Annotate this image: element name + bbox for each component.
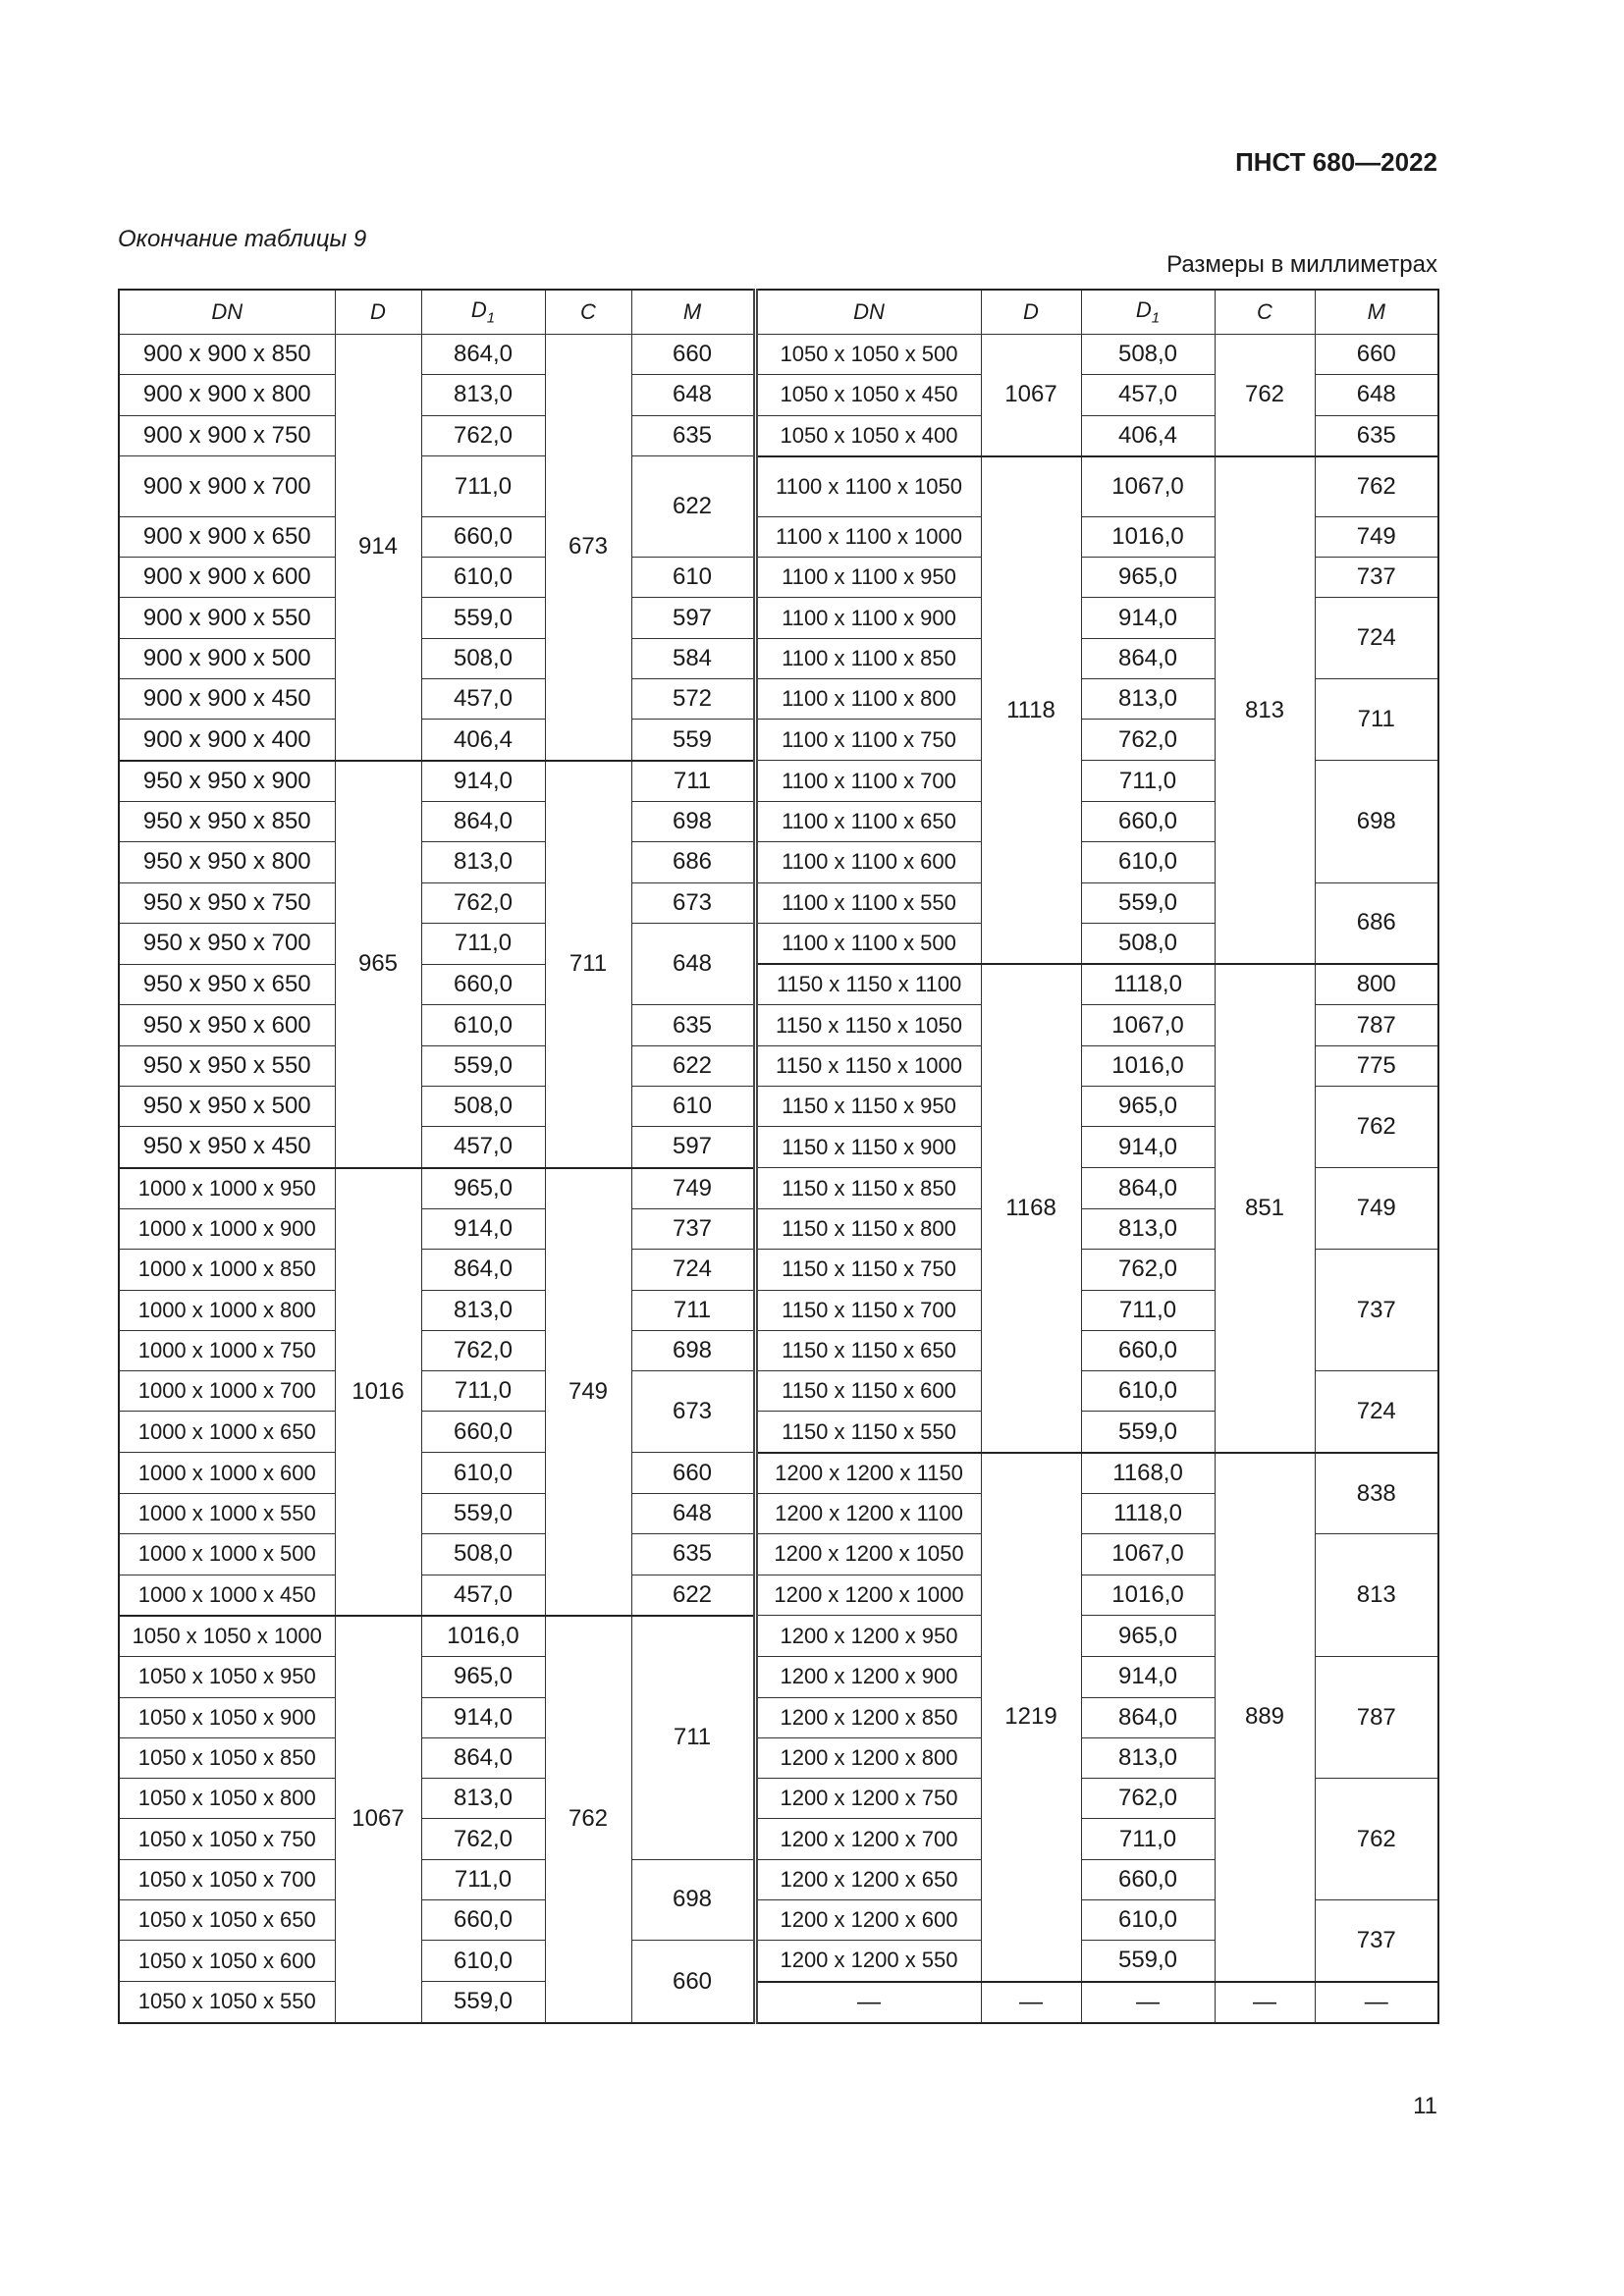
cell-l-dn: 950 x 950 x 800: [119, 842, 335, 882]
cell-r-dn: 1050 x 1050 x 500: [755, 335, 981, 375]
cell-r-d1: 1016,0: [1081, 1575, 1215, 1616]
cell-l-m: 686: [631, 842, 755, 882]
cell-r-dn: 1100 x 1100 x 800: [755, 679, 981, 720]
cell-r-m: 762: [1315, 1779, 1438, 1900]
cell-l-dn: 1000 x 1000 x 650: [119, 1412, 335, 1453]
cell-l-d1: 864,0: [421, 335, 545, 375]
cell-r-d1: 1067,0: [1081, 1005, 1215, 1045]
cell-r-m: 749: [1315, 516, 1438, 557]
cell-r-dn: 1150 x 1150 x 1100: [755, 964, 981, 1005]
cell-l-m: 648: [631, 923, 755, 1005]
cell-l-d1: 610,0: [421, 1005, 545, 1045]
cell-l-dn: 1000 x 1000 x 900: [119, 1208, 335, 1249]
cell-l-m: 660: [631, 1453, 755, 1494]
cell-l-d1: 559,0: [421, 1494, 545, 1534]
cell-r-dn: 1100 x 1100 x 1050: [755, 456, 981, 517]
cell-r-dn: 1150 x 1150 x 900: [755, 1127, 981, 1168]
cell-r-d1: 1016,0: [1081, 516, 1215, 557]
cell-r-dn: 1100 x 1100 x 600: [755, 842, 981, 882]
cell-r-m: 698: [1315, 761, 1438, 882]
cell-r-d1: 457,0: [1081, 375, 1215, 415]
cell-r-d1: 610,0: [1081, 842, 1215, 882]
cell-l-m: 660: [631, 1941, 755, 2023]
cell-l-d1: 762,0: [421, 1819, 545, 1859]
cell-l-m: 610: [631, 1087, 755, 1127]
cell-l-dn: 900 x 900 x 750: [119, 415, 335, 456]
cell-l-d: 1067: [335, 1616, 421, 2023]
cell-r-d1: 965,0: [1081, 1087, 1215, 1127]
cell-r-d1: 508,0: [1081, 335, 1215, 375]
cell-l-dn: 950 x 950 x 700: [119, 923, 335, 964]
cell-r-m: 838: [1315, 1453, 1438, 1534]
cell-r-c: 762: [1215, 335, 1315, 456]
cell-l-d1: 813,0: [421, 1290, 545, 1330]
cell-l-dn: 1050 x 1050 x 950: [119, 1657, 335, 1697]
cell-r-m: 737: [1315, 1899, 1438, 1981]
cell-l-dn: 1000 x 1000 x 550: [119, 1494, 335, 1534]
cell-r-d1: 1118,0: [1081, 964, 1215, 1005]
cell-r-c: 889: [1215, 1453, 1315, 1982]
cell-l-c: 711: [545, 761, 631, 1168]
cell-l-dn: 1000 x 1000 x 950: [119, 1168, 335, 1209]
cell-l-m: 597: [631, 598, 755, 638]
cell-r-d1: 965,0: [1081, 558, 1215, 598]
col-header-d1: $D_1$: [421, 290, 545, 335]
cell-r-dn: 1150 x 1150 x 650: [755, 1330, 981, 1370]
cell-l-c: 762: [545, 1616, 631, 2023]
cell-l-d1: 762,0: [421, 882, 545, 923]
cell-r-dn: —: [755, 1982, 981, 2023]
cell-l-dn: 1050 x 1050 x 1000: [119, 1616, 335, 1657]
cell-l-dn: 900 x 900 x 400: [119, 720, 335, 761]
cell-l-m: 711: [631, 1290, 755, 1330]
table-row: [119, 964, 1438, 1005]
cell-l-m: 648: [631, 375, 755, 415]
cell-r-dn: 1150 x 1150 x 850: [755, 1168, 981, 1209]
col-header-dn-right: DN: [755, 290, 981, 335]
cell-r-dn: 1150 x 1150 x 800: [755, 1208, 981, 1249]
cell-r-m: 762: [1315, 456, 1438, 517]
cell-l-dn: 950 x 950 x 450: [119, 1127, 335, 1168]
cell-r-d1: 813,0: [1081, 679, 1215, 720]
cell-r-d1: 813,0: [1081, 1208, 1215, 1249]
cell-r-dn: 1100 x 1100 x 750: [755, 720, 981, 761]
cell-l-dn: 1000 x 1000 x 800: [119, 1290, 335, 1330]
cell-r-d1: 813,0: [1081, 1737, 1215, 1778]
cell-r-dn: 1100 x 1100 x 650: [755, 801, 981, 841]
cell-l-m: 711: [631, 1616, 755, 1859]
cell-l-d1: 864,0: [421, 1737, 545, 1778]
cell-r-dn: 1200 x 1200 x 1100: [755, 1494, 981, 1534]
cell-l-dn: 950 x 950 x 500: [119, 1087, 335, 1127]
cell-r-dn: 1200 x 1200 x 850: [755, 1697, 981, 1737]
cell-l-d1: 457,0: [421, 1575, 545, 1616]
cell-r-dn: 1150 x 1150 x 1050: [755, 1005, 981, 1045]
cell-r-d1: 762,0: [1081, 720, 1215, 761]
cell-l-dn: 1050 x 1050 x 750: [119, 1819, 335, 1859]
cell-r-d1: 559,0: [1081, 882, 1215, 923]
cell-l-dn: 1000 x 1000 x 450: [119, 1575, 335, 1616]
header-row: [119, 290, 1438, 335]
cell-r-dn: 1100 x 1100 x 500: [755, 923, 981, 964]
table-continuation-caption: Окончание таблицы 9: [118, 226, 367, 252]
cell-l-dn: 1050 x 1050 x 800: [119, 1779, 335, 1819]
cell-l-m: 673: [631, 1371, 755, 1453]
cell-l-d1: 711,0: [421, 1859, 545, 1899]
cell-l-m: 648: [631, 1494, 755, 1534]
cell-r-d1: 559,0: [1081, 1412, 1215, 1453]
cell-r-c: —: [1215, 1982, 1315, 2023]
cell-r-d: 1118: [981, 456, 1081, 964]
cell-l-dn: 900 x 900 x 700: [119, 456, 335, 517]
cell-l-d1: 1016,0: [421, 1616, 545, 1657]
cell-l-dn: 1000 x 1000 x 750: [119, 1330, 335, 1370]
col-header-dn: DN: [119, 290, 335, 335]
cell-r-dn: 1200 x 1200 x 550: [755, 1941, 981, 1982]
cell-r-dn: 1200 x 1200 x 1050: [755, 1534, 981, 1575]
cell-r-dn: 1200 x 1200 x 800: [755, 1737, 981, 1778]
cell-r-d1: 864,0: [1081, 1168, 1215, 1209]
cell-r-dn: 1200 x 1200 x 650: [755, 1859, 981, 1899]
cell-r-d1: 1016,0: [1081, 1045, 1215, 1086]
cell-l-d1: 711,0: [421, 923, 545, 964]
cell-l-d1: 660,0: [421, 964, 545, 1005]
cell-r-dn: 1050 x 1050 x 450: [755, 375, 981, 415]
cell-r-m: —: [1315, 1982, 1438, 2023]
cell-r-d1: 610,0: [1081, 1899, 1215, 1940]
cell-r-dn: 1100 x 1100 x 700: [755, 761, 981, 802]
cell-l-m: 597: [631, 1127, 755, 1168]
cell-r-d1: 610,0: [1081, 1371, 1215, 1412]
cell-r-c: 813: [1215, 456, 1315, 964]
cell-l-m: 673: [631, 882, 755, 923]
cell-r-m: 775: [1315, 1045, 1438, 1086]
cell-r-d1: 1118,0: [1081, 1494, 1215, 1534]
cell-l-d1: 965,0: [421, 1168, 545, 1209]
cell-l-m: 749: [631, 1168, 755, 1209]
cell-l-m: 610: [631, 558, 755, 598]
cell-l-dn: 1050 x 1050 x 850: [119, 1737, 335, 1778]
cell-l-m: 635: [631, 1005, 755, 1045]
cell-l-d1: 914,0: [421, 1697, 545, 1737]
cell-r-m: 686: [1315, 882, 1438, 964]
cell-l-c: 749: [545, 1168, 631, 1616]
cell-r-dn: 1100 x 1100 x 1000: [755, 516, 981, 557]
cell-r-m: 787: [1315, 1005, 1438, 1045]
cell-l-dn: 1050 x 1050 x 550: [119, 1982, 335, 2023]
cell-r-d1: 762,0: [1081, 1250, 1215, 1290]
cell-r-d1: 660,0: [1081, 1859, 1215, 1899]
col-header-d-right: D: [981, 290, 1081, 335]
cell-l-m: 724: [631, 1250, 755, 1290]
cell-r-dn: 1150 x 1150 x 600: [755, 1371, 981, 1412]
units-note: Размеры в миллиметрах: [1166, 251, 1437, 278]
cell-l-dn: 900 x 900 x 500: [119, 638, 335, 678]
page-number: 11: [1413, 2093, 1437, 2119]
cell-r-dn: 1200 x 1200 x 1000: [755, 1575, 981, 1616]
cell-r-dn: 1050 x 1050 x 400: [755, 415, 981, 456]
cell-l-dn: 900 x 900 x 600: [119, 558, 335, 598]
cell-l-dn: 900 x 900 x 800: [119, 375, 335, 415]
cell-l-d1: 660,0: [421, 1412, 545, 1453]
table-row: [119, 456, 1438, 517]
cell-r-m: 660: [1315, 335, 1438, 375]
cell-r-dn: 1200 x 1200 x 950: [755, 1616, 981, 1657]
cell-l-d1: 406,4: [421, 720, 545, 761]
cell-l-d1: 610,0: [421, 1941, 545, 1982]
cell-r-d1: 965,0: [1081, 1616, 1215, 1657]
cell-l-dn: 900 x 900 x 450: [119, 679, 335, 720]
cell-r-dn: 1150 x 1150 x 950: [755, 1087, 981, 1127]
cell-l-dn: 1000 x 1000 x 700: [119, 1371, 335, 1412]
cell-l-d: 965: [335, 761, 421, 1168]
cell-r-d1: 864,0: [1081, 1697, 1215, 1737]
cell-r-dn: 1200 x 1200 x 750: [755, 1779, 981, 1819]
cell-l-d1: 864,0: [421, 801, 545, 841]
cell-l-dn: 950 x 950 x 850: [119, 801, 335, 841]
cell-l-m: 572: [631, 679, 755, 720]
cell-r-m: 749: [1315, 1168, 1438, 1250]
cell-l-dn: 900 x 900 x 850: [119, 335, 335, 375]
cell-l-c: 673: [545, 335, 631, 761]
cell-l-d1: 914,0: [421, 761, 545, 802]
cell-r-d1: —: [1081, 1982, 1215, 2023]
cell-l-m: 622: [631, 1045, 755, 1086]
cell-r-d: —: [981, 1982, 1081, 2023]
cell-r-d1: 914,0: [1081, 1127, 1215, 1168]
cell-r-m: 762: [1315, 1087, 1438, 1168]
cell-r-dn: 1200 x 1200 x 900: [755, 1657, 981, 1697]
cell-l-d1: 813,0: [421, 375, 545, 415]
cell-l-d: 914: [335, 335, 421, 761]
cell-r-dn: 1200 x 1200 x 600: [755, 1899, 981, 1940]
cell-r-d1: 1168,0: [1081, 1453, 1215, 1494]
cell-l-m: 559: [631, 720, 755, 761]
cell-r-d1: 559,0: [1081, 1941, 1215, 1982]
cell-l-d1: 610,0: [421, 558, 545, 598]
cell-r-c: 851: [1215, 964, 1315, 1453]
cell-l-dn: 900 x 900 x 550: [119, 598, 335, 638]
table-row: [119, 1982, 1438, 2023]
cell-r-m: 800: [1315, 964, 1438, 1005]
cell-r-d1: 1067,0: [1081, 1534, 1215, 1575]
cell-l-d1: 711,0: [421, 456, 545, 517]
cell-r-dn: 1200 x 1200 x 700: [755, 1819, 981, 1859]
cell-l-dn: 1000 x 1000 x 500: [119, 1534, 335, 1575]
cell-r-d1: 762,0: [1081, 1779, 1215, 1819]
col-header-m-right: M: [1315, 290, 1438, 335]
cell-r-d1: 864,0: [1081, 638, 1215, 678]
cell-r-d1: 508,0: [1081, 923, 1215, 964]
cell-r-dn: 1200 x 1200 x 1150: [755, 1453, 981, 1494]
cell-r-m: 724: [1315, 1371, 1438, 1453]
col-header-d1-right: $D_1$: [1081, 290, 1215, 335]
cell-l-dn: 950 x 950 x 550: [119, 1045, 335, 1086]
table-row: [119, 335, 1438, 375]
cell-r-m: 724: [1315, 598, 1438, 679]
col-header-d: D: [335, 290, 421, 335]
dimensions-table: [118, 289, 1439, 2024]
cell-l-d: 1016: [335, 1168, 421, 1616]
cell-l-dn: 950 x 950 x 600: [119, 1005, 335, 1045]
cell-r-m: 813: [1315, 1534, 1438, 1657]
cell-l-dn: 900 x 900 x 650: [119, 516, 335, 557]
cell-r-d: 1067: [981, 335, 1081, 456]
cell-r-dn: 1150 x 1150 x 750: [755, 1250, 981, 1290]
cell-l-d1: 711,0: [421, 1371, 545, 1412]
cell-l-dn: 1050 x 1050 x 600: [119, 1941, 335, 1982]
cell-l-d1: 559,0: [421, 1982, 545, 2023]
cell-l-d1: 457,0: [421, 1127, 545, 1168]
cell-l-dn: 1000 x 1000 x 850: [119, 1250, 335, 1290]
cell-l-d1: 508,0: [421, 638, 545, 678]
cell-r-m: 635: [1315, 415, 1438, 456]
cell-r-m: 737: [1315, 558, 1438, 598]
table-row: [119, 1453, 1438, 1494]
cell-l-dn: 950 x 950 x 900: [119, 761, 335, 802]
cell-r-d: 1219: [981, 1453, 1081, 1982]
cell-r-dn: 1150 x 1150 x 700: [755, 1290, 981, 1330]
cell-l-d1: 610,0: [421, 1453, 545, 1494]
cell-r-m: 711: [1315, 679, 1438, 761]
cell-r-d1: 660,0: [1081, 1330, 1215, 1370]
col-header-c-right: C: [1215, 290, 1315, 335]
cell-l-d1: 813,0: [421, 1779, 545, 1819]
cell-l-dn: 1050 x 1050 x 650: [119, 1899, 335, 1940]
cell-r-d1: 711,0: [1081, 1819, 1215, 1859]
cell-l-d1: 762,0: [421, 415, 545, 456]
cell-l-m: 584: [631, 638, 755, 678]
cell-l-m: 622: [631, 1575, 755, 1616]
cell-l-m: 711: [631, 761, 755, 802]
col-header-m: M: [631, 290, 755, 335]
cell-l-m: 698: [631, 801, 755, 841]
cell-l-d1: 559,0: [421, 598, 545, 638]
cell-r-m: 648: [1315, 375, 1438, 415]
cell-r-d: 1168: [981, 964, 1081, 1453]
cell-r-dn: 1100 x 1100 x 550: [755, 882, 981, 923]
cell-r-dn: 1100 x 1100 x 850: [755, 638, 981, 678]
cell-l-d1: 457,0: [421, 679, 545, 720]
cell-r-d1: 914,0: [1081, 1657, 1215, 1697]
cell-r-d1: 1067,0: [1081, 456, 1215, 517]
cell-r-d1: 406,4: [1081, 415, 1215, 456]
cell-l-dn: 1000 x 1000 x 600: [119, 1453, 335, 1494]
cell-r-dn: 1100 x 1100 x 950: [755, 558, 981, 598]
cell-l-d1: 813,0: [421, 842, 545, 882]
standard-designation: ПНСТ 680—2022: [1235, 147, 1437, 177]
cell-r-d1: 660,0: [1081, 801, 1215, 841]
cell-l-d1: 508,0: [421, 1087, 545, 1127]
cell-r-dn: 1150 x 1150 x 550: [755, 1412, 981, 1453]
cell-l-d1: 914,0: [421, 1208, 545, 1249]
cell-r-d1: 914,0: [1081, 598, 1215, 638]
cell-l-m: 635: [631, 1534, 755, 1575]
cell-r-d1: 711,0: [1081, 761, 1215, 802]
cell-l-d1: 762,0: [421, 1330, 545, 1370]
cell-l-m: 698: [631, 1859, 755, 1941]
col-header-c: C: [545, 290, 631, 335]
cell-r-d1: 711,0: [1081, 1290, 1215, 1330]
cell-l-dn: 950 x 950 x 750: [119, 882, 335, 923]
cell-l-m: 698: [631, 1330, 755, 1370]
cell-l-d1: 660,0: [421, 516, 545, 557]
cell-l-d1: 559,0: [421, 1045, 545, 1086]
cell-r-m: 787: [1315, 1657, 1438, 1779]
cell-l-m: 737: [631, 1208, 755, 1249]
cell-r-dn: 1100 x 1100 x 900: [755, 598, 981, 638]
cell-l-d1: 864,0: [421, 1250, 545, 1290]
cell-l-m: 622: [631, 456, 755, 558]
cell-l-d1: 660,0: [421, 1899, 545, 1940]
cell-r-dn: 1150 x 1150 x 1000: [755, 1045, 981, 1086]
cell-l-m: 660: [631, 335, 755, 375]
cell-l-d1: 965,0: [421, 1657, 545, 1697]
cell-l-dn: 1050 x 1050 x 700: [119, 1859, 335, 1899]
cell-l-dn: 1050 x 1050 x 900: [119, 1697, 335, 1737]
cell-l-m: 635: [631, 415, 755, 456]
cell-l-d1: 508,0: [421, 1534, 545, 1575]
cell-l-dn: 950 x 950 x 650: [119, 964, 335, 1005]
cell-r-m: 737: [1315, 1250, 1438, 1371]
